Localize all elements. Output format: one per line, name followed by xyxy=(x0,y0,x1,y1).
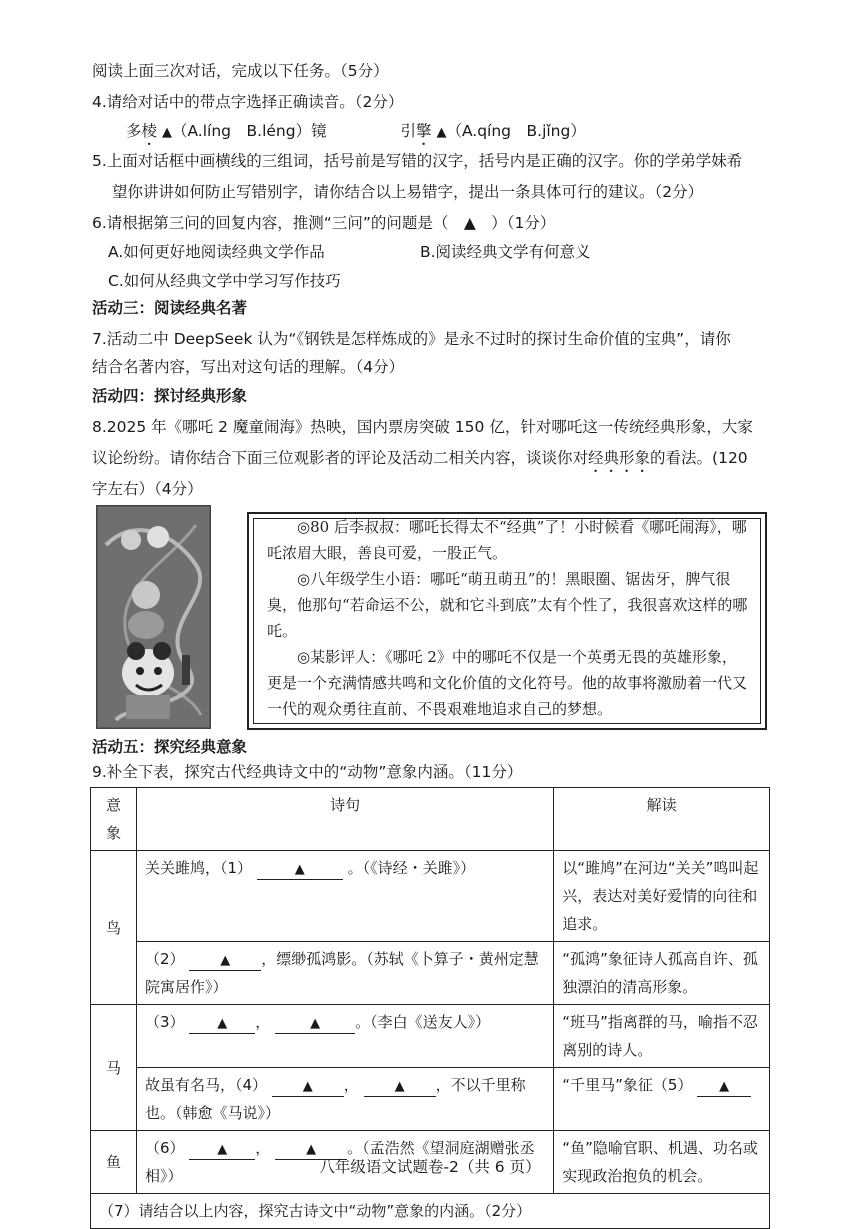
question-8-line2 xyxy=(92,447,748,476)
page-footer: 八年级语文试题卷-2（共 6 页） xyxy=(319,1158,541,1176)
imagery-horse: 马 xyxy=(91,1005,137,1131)
question-7-line2: 结合名著内容，写出对这句话的理解。（4分） xyxy=(92,358,405,376)
review-3: ◎某影评人：《哪吒 2》中的哪吒不仅是一个英勇无畏的英雄形象，更是一个充满情感共鸣和文化价值的文化符号。他的故事将激励着一代又一代的观众勇往直前、不畏艰难地追求自己的梦想。 xyxy=(267,648,748,718)
answer-blank-marker: ▲ xyxy=(217,1016,228,1031)
question-6-stem: 6.请根据第三问的回复内容，推测“三问”的问题是（ ▲ ）（1分） xyxy=(92,214,556,232)
activity-4-heading: 活动四：探讨经典形象 xyxy=(92,387,248,405)
q8-text: 的看法。(120 xyxy=(650,449,748,467)
question-4-items xyxy=(126,120,586,149)
review-2: ◎八年级学生小语：哪吒“萌丑萌丑”的！黑眼圈、锯齿牙，脾气很臭，他那句“若命运不公，就和它斗到底”太有个性了，我很喜欢这样的哪吒。 xyxy=(267,570,748,640)
answer-blank[interactable] xyxy=(364,1076,436,1097)
answer-blank-marker: ▲ xyxy=(220,953,231,968)
pinyin-options: （A.qíng B.jǐng） xyxy=(446,122,586,140)
answer-blank[interactable] xyxy=(189,1013,255,1034)
question-5-line2: 望你讲讲如何防止写错别字，请你结合以上易错字，提出一条具体可行的建议。（2分） xyxy=(112,183,704,201)
imagery-bird: 鸟 xyxy=(91,851,137,1005)
review-1: ◎80 后李叔叔：哪吒长得太不“经典”了！小时候看《哪吒闹海》，哪吒浓眉大眼，善良可爱，一股正气。 xyxy=(267,518,747,562)
verse-text: 。（孟浩然《望洞庭湖赠张丞相》） xyxy=(144,1139,535,1185)
dotted-char: 棱 xyxy=(141,122,158,140)
verse-text: ，缥缈孤鸿影。（苏轼《卜算子・黄州定慧院寓居作》） xyxy=(144,950,539,996)
question-9-7-row: （7）请结合以上内容，探究古诗文中“动物”意象的内涵。（2分） xyxy=(91,1194,770,1229)
interpretation-cell: “孤鸿”象征诗人孤高自许、孤独漂泊的清高形象。 xyxy=(554,942,770,1005)
imagery-fish: 鱼 xyxy=(91,1131,137,1194)
answer-blank[interactable] xyxy=(189,950,261,971)
option-c: C.如何从经典文学中学习写作技巧 xyxy=(108,272,341,290)
answer-blank-marker: ▲ xyxy=(306,1142,317,1157)
activity-3-heading: 活动三：阅读经典名著 xyxy=(92,299,248,317)
answer-blank-marker: ▲ xyxy=(394,1079,405,1094)
table-row xyxy=(91,1068,770,1131)
interpretation-cell: “鱼”隐喻官职、机遇、功名或实现政治抱负的机会。 xyxy=(554,1131,770,1194)
nezha-poster-image xyxy=(96,505,211,729)
question-8-line1: 8.2025 年《哪吒 2 魔童闹海》热映，国内票房突破 150 亿，针对哪吒这一传统经典形象，大家 xyxy=(92,418,753,436)
question-4-stem: 4.请给对话中的带点字选择正确读音。（2分） xyxy=(92,93,404,111)
answer-blank-marker: ▲ xyxy=(436,125,447,140)
viewer-reviews-box xyxy=(247,512,767,730)
question-9-stem: 9.补全下表，探究古代经典诗文中的“动物”意象内涵。（11分） xyxy=(92,763,523,781)
verse-text: 。（李白《送友人》） xyxy=(355,1013,491,1031)
verse-text: 。（《诗经・关雎》） xyxy=(347,859,476,877)
q8-text: 议论纷纷。请你结合下面三位观影者的评论及活动二相关内容，谈谈你对 xyxy=(92,449,589,467)
verse-text: ，不以千里称也。（韩愈《马说》） xyxy=(144,1076,526,1122)
table-row xyxy=(91,1194,770,1229)
header-verse: 诗句 xyxy=(136,788,553,851)
table-row xyxy=(91,1005,770,1068)
dotted-char: 擎 xyxy=(415,122,432,140)
verse-text: （3） xyxy=(144,1013,185,1031)
pinyin-options: （A.líng B.léng） xyxy=(171,122,312,140)
nezha-illustration xyxy=(96,505,211,729)
answer-blank-marker: ▲ xyxy=(310,1016,321,1031)
answer-blank[interactable] xyxy=(257,859,343,880)
verse-text: 关关雎鸠，（1） xyxy=(144,859,253,877)
header-imagery: 意象 xyxy=(91,788,137,851)
answer-blank-marker: ▲ xyxy=(719,1079,730,1094)
answer-blank[interactable] xyxy=(275,1013,355,1034)
question-8-line3: 字左右）（4分） xyxy=(92,480,203,498)
dotted-phrase: 经典形象 xyxy=(588,449,651,467)
verse-text: ， xyxy=(343,1076,359,1094)
answer-blank-marker: ▲ xyxy=(161,125,172,140)
table-header-row xyxy=(91,788,770,851)
word-text: 镜 xyxy=(311,122,327,140)
answer-blank-marker: ▲ xyxy=(217,1142,228,1157)
interpretation-text: “千里马”象征（5） xyxy=(562,1076,693,1094)
answer-blank[interactable] xyxy=(272,1076,344,1097)
option-a: A.如何更好地阅读经典文学作品 xyxy=(108,243,325,261)
answer-blank-marker: ▲ xyxy=(294,862,305,877)
interpretation-cell: “班马”指离群的马，喻指不忍离别的诗人。 xyxy=(554,1005,770,1068)
verse-text: （2） xyxy=(144,950,185,968)
verse-text: 故虽有名马，（4） xyxy=(144,1076,268,1094)
reading-intro: 阅读上面三次对话，完成以下任务。（5分） xyxy=(92,62,389,80)
verse-text: ， xyxy=(255,1013,271,1031)
word-text: 引 xyxy=(400,122,416,140)
word-text: 多 xyxy=(126,122,142,140)
question-7-line1: 7.活动二中 DeepSeek 认为“《钢铁是怎样炼成的》是永不过时的探讨生命价值的宝典”，请你 xyxy=(92,330,731,348)
verse-text: ， xyxy=(255,1139,271,1157)
option-b: B.阅读经典文学有何意义 xyxy=(420,243,591,261)
header-interpretation: 解读 xyxy=(554,788,770,851)
table-row xyxy=(91,851,770,942)
answer-blank[interactable] xyxy=(697,1076,751,1097)
verse-text: （6） xyxy=(144,1139,185,1157)
activity-5-heading: 活动五：探究经典意象 xyxy=(92,738,248,756)
question-5-line1: 5.上面对话框中画横线的三组词，括号前是写错的汉字，括号内是正确的汉字。你的学弟学妹希 xyxy=(92,152,743,170)
answer-blank-marker: ▲ xyxy=(302,1079,313,1094)
interpretation-cell: 以“雎鸠”在河边“关关”鸣叫起兴，表达对美好爱情的向往和追求。 xyxy=(554,851,770,942)
table-row xyxy=(91,942,770,1005)
